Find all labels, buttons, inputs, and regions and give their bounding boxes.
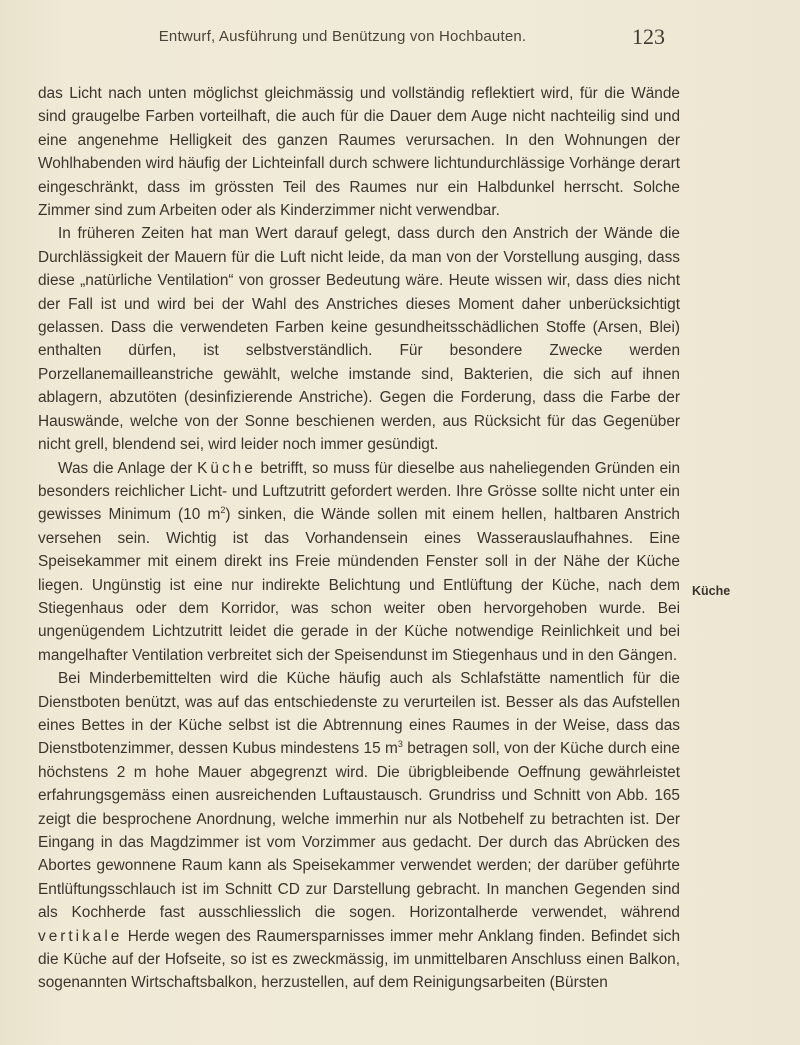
- paragraph-4-end: Herde wegen des Raumersparnisses immer mehr Anklang finden. Befindet sich die Küche auf der Hofseite, so ist es zweckmässig, im unmittelbaren Anschluss einen Balkon, sogenannten Wirtschaftsbalkon, herzustellen, auf dem Reinigungsarbeiten (Bürsten: [38, 927, 680, 992]
- paragraph-2: In früheren Zeiten hat man Wert darauf gelegt, dass durch den Anstrich der Wände die Durchlässigkeit der Mauern für die Luft nicht leide, da man von der Vorstellung ausging, dass diese „natürliche Ventilation“ von grosser Bedeutung wäre. Heute wissen wir, dass dies nicht der Fall ist und wird bei der Wahl des Anstriches dieses Moment daher unberücksichtigt gelassen. Dass die verwendeten Farben keine gesundheitsschädlichen Stoffe (Arsen, Blei) enthalten dürfen, ist selbstverständlich. Für besondere Zwecke werden Porzellanemailleanstriche gewählt, welche imstande sind, Bakterien, die sich auf ihnen ablagern, abzutöten (desinfizierende Anstriche). Gegen die Forderung, dass die Farbe der Hauswände, welche von der Sonne beschienen werden, aus Rücksicht für das Gegenüber nicht grell, blendend sei, wird leider noch immer gesündigt.: [38, 225, 680, 454]
- paragraph-4-text: Bei Minderbemittelten wird die Küche häufig auch als Schlafstätte namentlich für die Dienstboten benützt, was auf das entschiedenste zu verurteilen ist. Besser als das Aufstellen eines Bettes in der Küche selbst ist die Abtrennung eines Raumes in der Weise, dass das Dienstbotenzimmer, dessen Kubus mindestens 15 m: [38, 670, 680, 758]
- running-header: [90, 10, 665, 49]
- page-number: 123: [632, 24, 665, 49]
- paragraph-4-middle: betragen soll, von der Küche durch eine höchstens 2 m hohe Mauer abgegrenzt wird. Die übrigbleibende Oeffnung gewährleistet erfahrungsgemäss einen ausreichenden Luftaustausch. Grundriss und Schnitt von Abb. 165 zeigt die besprochene Anordnung, welche immerhin nur als Notbehelf zu betrachten ist. Der Eingang in das Magdzimmer ist vom Vorzimmer aus gedacht. Der durch das Abrücken des Abortes gewonnene Raum kann als Speisekammer verwendet werden; der darüber geführte Entlüftungsschlauch ist im Schnitt CD zur Darstellung gebracht. In manchen Gegenden sind als Kochherde fast ausschliesslich die sogen. Horizontalherde verwendet, während: [38, 740, 680, 922]
- superscript-square: 2: [220, 505, 226, 516]
- margin-note-kitchen: Küche: [692, 584, 731, 598]
- emphasis-vertical: vertikale: [38, 927, 123, 945]
- paragraph-3-text: betrifft, so muss für dieselbe aus naheliegenden Gründen ein besonders reichlicher Licht- und Luftzutritt gefordert werden. Ihre Grösse sollte nicht unter ein gewisses Minimum (10 m: [38, 459, 681, 524]
- running-title: Entwurf, Ausführung und Benützung von Hochbauten.: [158, 28, 527, 45]
- emphasis-kitchen: Küche: [197, 459, 256, 477]
- superscript-cubic: 3: [397, 739, 403, 750]
- paragraph-1: das Licht nach unten möglichst gleichmässig und vollständig reflektiert wird, für die Wände sind graugelbe Farben vorteilhaft, die auch für die Dauer dem Auge nicht nachteilig sind und eine angenehme Helligkeit des ganzen Raumes verursachen. In den Wohnungen der Wohlhabenden wird häufig der Lichteinfall durch schwere lichtundurchlässige Vorhänge derart eingeschränkt, dass im grössten Teil des Raumes nur ein Halbdunkel herrscht. Solche Zimmer sind zum Arbeiten oder als Kinderzimmer nicht verwendbar.: [38, 85, 680, 220]
- body-text: [38, 82, 680, 995]
- paragraph-3: [38, 457, 680, 668]
- paragraph-4: [38, 667, 680, 995]
- paragraph-3-rest: ) sinken, die Wände sollen mit einem hellen, haltbaren Anstrich versehen sein. Wichtig ist das Vorhandensein eines Wasserauslaufhahnes. Eine Speisekammer mit einem direkt ins Freie mündenden Fenster soll in der Nähe der Küche liegen. Ungünstig ist eine nur indirekte Belichtung und Entlüftung der Küche, nach dem Stiegenhaus oder dem Korridor, was schon weiter oben hervorgehoben wurde. Bei ungenügendem Lichtzutritt leidet die gerade in der Küche notwendige Reinlichkeit und bei mangelhafter Ventilation verbreitet sich der Speisendunst im Stiegenhaus und in den Gängen.: [38, 506, 680, 664]
- paragraph-3-lead: Was die Anlage der: [58, 459, 198, 477]
